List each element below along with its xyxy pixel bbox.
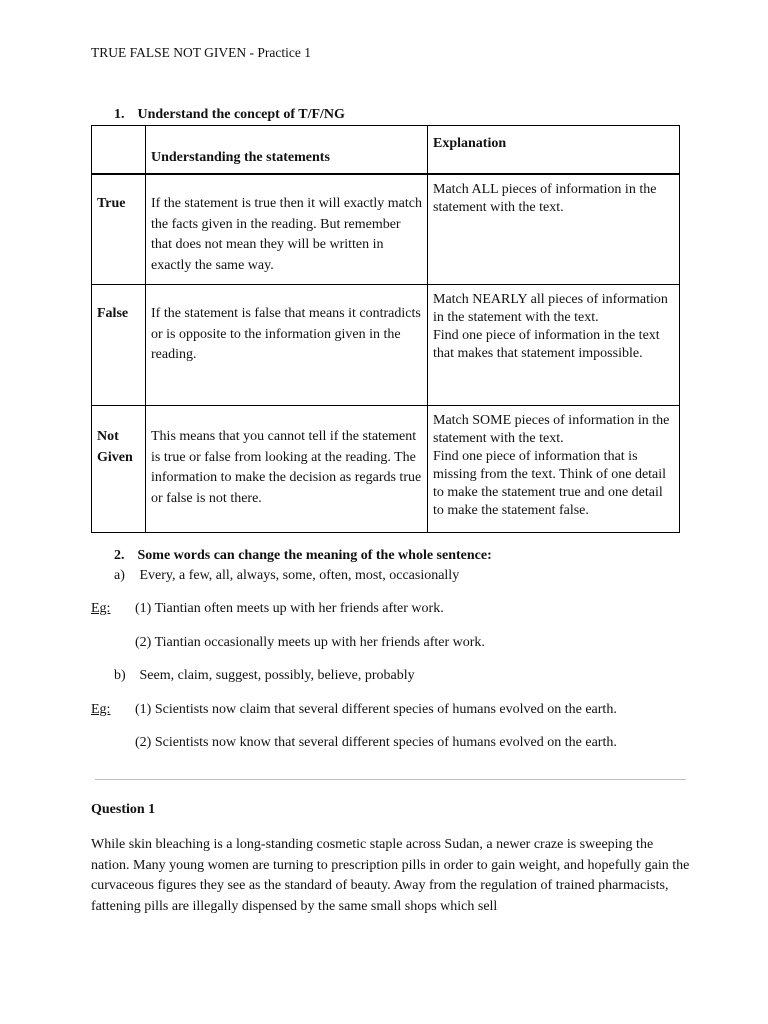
explanation-text: Match NEARLY all pieces of information in the statement with the text. Find one piece of information in the text that makes that statement impossible.	[433, 292, 668, 361]
explanation-cell	[428, 406, 680, 533]
statement-cell	[146, 174, 428, 285]
word-list-b	[114, 668, 415, 684]
row-label-cell	[92, 285, 146, 406]
tfng-concept-table	[91, 125, 680, 533]
example-label: Eg:	[91, 702, 111, 717]
document-title: TRUE FALSE NOT GIVEN - Practice 1	[91, 45, 311, 60]
header-explanation: Explanation	[433, 136, 507, 151]
row-label: Not Given	[97, 429, 133, 465]
example-sentence: (2) Scientists now know that several different species of humans evolved on the earth.	[135, 735, 617, 750]
horizontal-divider	[95, 779, 686, 780]
word-list-a	[114, 568, 459, 584]
section-1-heading	[114, 107, 345, 123]
section-1-number: 1.	[114, 107, 125, 122]
section-2-number: 2.	[114, 548, 125, 563]
explanation-cell	[428, 285, 680, 406]
statement-cell	[146, 406, 428, 533]
question-title: Question 1	[91, 802, 156, 817]
section-2-heading	[114, 548, 492, 564]
table-header-row	[92, 126, 680, 175]
word-list-text: Seem, claim, suggest, possibly, believe, probably	[139, 668, 415, 683]
question-passage: While skin bleaching is a long-standing cosmetic staple across Sudan, a newer craze is sweeping the nation. Many young women are turning to prescription pills in order to gain weight, and hopefully gain the curvaceous figures they see as the standard of beauty. Away from the regulation of trained pharmacists, fattening pills are illegally dispensed by the same small shops which sell	[91, 837, 690, 914]
header-understanding: Understanding the statements	[151, 150, 330, 165]
row-label-cell	[92, 174, 146, 285]
explanation-text: Match ALL pieces of information in the statement with the text.	[433, 182, 657, 215]
list-letter: b)	[114, 668, 126, 683]
table-header-empty-cell	[92, 126, 146, 175]
table-header-cell	[146, 126, 428, 175]
statement-text: This means that you cannot tell if the statement is true or false from looking at the reading. The information to make the decision as regards true or false is not there.	[151, 429, 422, 506]
explanation-cell	[428, 174, 680, 285]
table-row-false	[92, 285, 680, 406]
list-letter: a)	[114, 568, 125, 583]
example-label: Eg:	[91, 601, 111, 616]
row-label: True	[97, 196, 126, 211]
section-1-title: Understand the concept of T/F/NG	[137, 107, 345, 122]
example-sentence: (2) Tiantian occasionally meets up with her friends after work.	[135, 635, 485, 650]
word-list-text: Every, a few, all, always, some, often, most, occasionally	[139, 568, 460, 583]
row-label: False	[97, 306, 129, 321]
statement-cell	[146, 285, 428, 406]
example-sentence: (1) Tiantian often meets up with her friends after work.	[135, 601, 444, 616]
row-label-cell	[92, 406, 146, 533]
table-header-cell	[428, 126, 680, 175]
table-row-not-given	[92, 406, 680, 533]
section-2-title: Some words can change the meaning of the whole sentence:	[137, 548, 492, 563]
statement-text: If the statement is true then it will exactly match the facts given in the reading. But remember that does not mean they will be written in exactly the same way.	[151, 196, 422, 273]
table-row-true	[92, 174, 680, 285]
example-sentence: (1) Scientists now claim that several different species of humans evolved on the earth.	[135, 702, 617, 717]
statement-text: If the statement is false that means it contradicts or is opposite to the information given in the reading.	[151, 306, 421, 362]
explanation-text: Match SOME pieces of information in the statement with the text. Find one piece of information that is missing from the text. Think of one detail to make the statement true and one detail to make the statement false.	[433, 413, 670, 518]
